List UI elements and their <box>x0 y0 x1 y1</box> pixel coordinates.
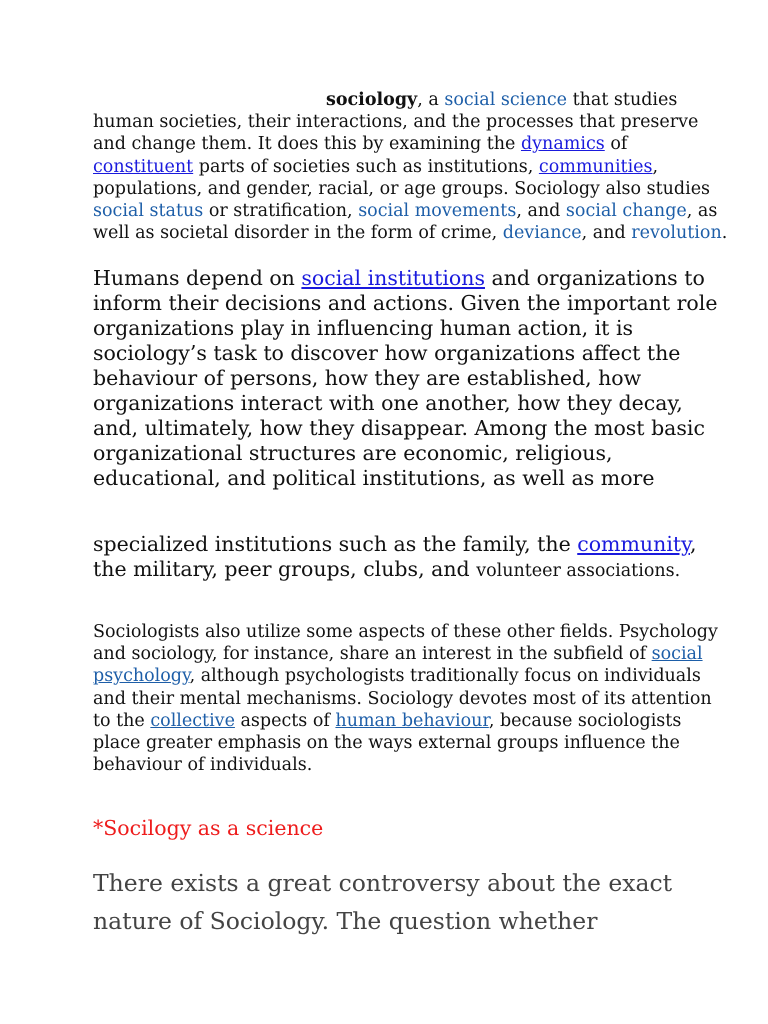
link-human-behaviour[interactable]: human behaviour <box>335 710 489 731</box>
link-community[interactable]: community <box>577 532 690 556</box>
term-sociology: sociology <box>326 90 418 110</box>
link-dynamics[interactable]: dynamics <box>520 134 605 155</box>
paragraph-controversy: There exists a great controversy about the exact nature of Sociology. The question whether <box>93 869 673 935</box>
link-communities[interactable]: communities <box>538 156 653 177</box>
link-constituent[interactable]: constituent <box>93 156 194 177</box>
paragraph-related-fields: Sociologists also utilize some aspects of these other fields. Psychology and sociology, for instance, share an interest in the subfield of social psychology, although psychologists traditionally focus on individuals and their mental mechanisms. Sociology devotes most of its attention to the collective aspects of human behaviour, because sociologists place greater emphasis on the ways external groups influence the behaviour of individuals. <box>93 622 718 776</box>
link-social-science[interactable]: social science <box>444 90 568 110</box>
paragraph-specialized-institutions: specialized institutions such as the family, the community, the military, peer groups, clubs, and volunteer associations. <box>93 532 697 581</box>
link-revolution[interactable]: revolution <box>631 223 722 244</box>
link-social-psychology[interactable]: social psychology <box>93 644 703 687</box>
paragraph-definition: sociology, a social science that studies human societies, their interactions, and the processes that preserve and change them. It does this by examining the dynamics of constituent parts of societies such as institutions, communities, populations, and gender, racial, or age groups. Sociology also studies social status or stratification, social movements, and social change, as well as societal disorder in the form of crime, deviance, and revolution. <box>93 90 728 244</box>
link-deviance[interactable]: deviance <box>502 223 582 244</box>
link-collective[interactable]: collective <box>150 710 235 731</box>
link-social-change[interactable]: social change <box>565 201 687 222</box>
link-social-status[interactable]: social status <box>93 201 204 222</box>
paragraph-institutions: Humans depend on social institutions and organizations to inform their decisions and actions. Given the important role organizations play in influencing human action, it is sociology’s task to discover how organizations affect the behaviour of persons, how they are established, how organizations interact with one another, how they decay, and, ultimately, how they disappear. Among the most basic organizational structures are economic, religious, educational, and political institutions, as well as more <box>93 266 718 490</box>
section-heading: *Socilogy as a science <box>93 816 324 840</box>
link-social-institutions[interactable]: social institutions <box>301 266 485 290</box>
link-social-movements[interactable]: social movements <box>358 201 517 222</box>
